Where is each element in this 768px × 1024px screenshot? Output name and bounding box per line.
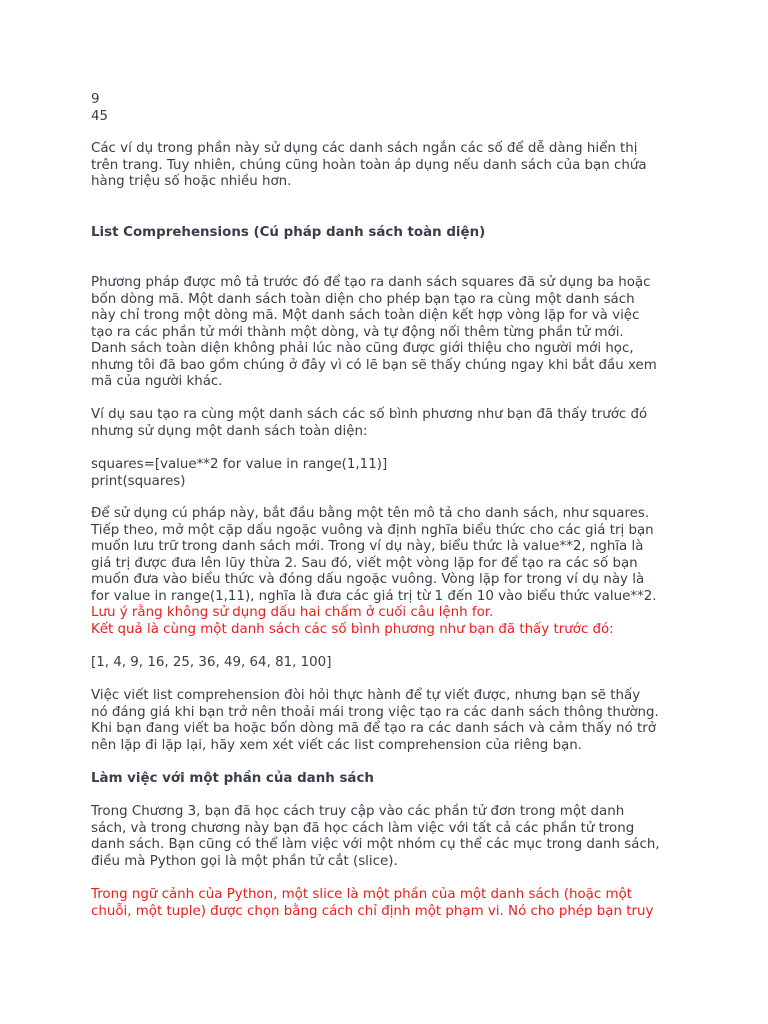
paragraph-line: hàng triệu số hoặc nhiều hơn.: [91, 174, 292, 189]
slice-definition-paragraph: [91, 887, 653, 920]
paragraph-line: Ví dụ sau tạo ra cùng một danh sách các số bình phương như bạn đã thấy trước đó: [91, 407, 648, 422]
paragraph-line: muốn lưu trữ trong danh sách mới. Trong ví dụ này, biểu thức là value**2, nghĩa là: [91, 539, 644, 554]
paragraph-line: tạo ra các phần tử mới thành một dòng, và tự động nối thêm từng phần tử mới.: [91, 324, 624, 340]
section-heading: Làm việc với một phần của danh sách: [91, 771, 374, 786]
paragraph-line: danh sách. Bạn cũng có thể làm việc với một nhóm cụ thể các mục trong danh sách,: [91, 837, 660, 852]
paragraph-line: bốn dòng mã. Một danh sách toàn diện cho phép bạn tạo ra cùng một danh sách: [91, 291, 635, 307]
example-paragraph: [91, 407, 647, 440]
paragraph-line: nhưng tôi đã bao gồm chúng ở đây vì có lẽ bạn sẽ thấy chúng ngay khi bắt đầu xem: [91, 357, 657, 373]
output-list: [1, 4, 9, 16, 25, 36, 49, 64, 81, 100]: [91, 655, 332, 670]
code-line: print(squares): [91, 473, 186, 489]
paragraph-line: Tiếp theo, mở một cặp dấu ngoặc vuông và định nghĩa biểu thức cho các giá trị bạn: [91, 522, 654, 538]
paragraph-line: muốn đưa vào biểu thức và đóng dấu ngoặc vuông. Vòng lặp for trong ví dụ này là: [91, 572, 645, 587]
syntax-paragraph: [91, 506, 656, 638]
paragraph-line: Khi bạn đang viết ba hoặc bốn dòng mã để tạo ra các danh sách và cảm thấy nó trở: [91, 721, 656, 736]
highlighted-note: Lưu ý rằng không sử dụng dấu hai chấm ở cuối câu lệnh for.: [91, 605, 494, 620]
paragraph-line: này chỉ trong một dòng mã. Một danh sách toàn diện kết hợp vòng lặp for và việc: [91, 308, 640, 323]
section-heading: List Comprehensions (Cú pháp danh sách toàn diện): [91, 225, 486, 240]
paragraph-line: Phương pháp được mô tả trước đó để tạo ra danh sách squares đã sử dụng ba hoặc: [91, 275, 651, 290]
paragraph-line: trên trang. Tuy nhiên, chúng cũng hoàn toàn áp dụng nếu danh sách của bạn chứa: [91, 157, 647, 173]
paragraph-line: nhưng sử dụng một danh sách toàn diện:: [91, 423, 368, 439]
paragraph-line: giá trị được đưa lên lũy thừa 2. Sau đó, viết một vòng lặp for để tạo ra các số bạn: [91, 555, 638, 571]
chapter-paragraph: [91, 804, 660, 870]
paragraph-line: chuỗi, một tuple) được chọn bằng cách chỉ định một phạm vi. Nó cho phép bạn truy: [91, 903, 654, 919]
paragraph-line: for value in range(1,11), nghĩa là đưa các giá trị từ 1 đến 10 vào biểu thức value**2.: [91, 588, 657, 604]
paragraph-line: Trong ngữ cảnh của Python, một slice là một phần của một danh sách (hoặc một: [91, 887, 632, 902]
output-line: 9: [91, 92, 100, 107]
output-line: 45: [91, 108, 109, 124]
paragraph-line: Việc viết list comprehension đòi hỏi thực hành để tự viết được, nhưng bạn sẽ thấy: [91, 688, 641, 703]
paragraph-line: Danh sách toàn diện không phải lúc nào cũng được giới thiệu cho người mới học,: [91, 341, 634, 356]
paragraph-line: điều mà Python gọi là một phần tử cắt (slice).: [91, 853, 398, 869]
paragraph-line: nên lặp đi lặp lại, hãy xem xét viết các list comprehension của riêng bạn.: [91, 737, 583, 753]
intro-paragraph: [91, 141, 647, 191]
paragraph-line: mã của người khác.: [91, 374, 223, 389]
code-line: squares=[value**2 for value in range(1,11)]: [91, 457, 388, 472]
practice-paragraph: [91, 688, 659, 754]
paragraph-line: nó đáng giá khi bạn trở nên thoải mái trong việc tạo ra các danh sách thông thường.: [91, 704, 659, 720]
method-paragraph: [91, 275, 657, 391]
paragraph-line: sách, và trong chương này bạn đã học cách làm việc với tất cả các phần tử trong: [91, 820, 635, 836]
paragraph-line: Để sử dụng cú pháp này, bắt đầu bằng một tên mô tả cho danh sách, như squares.: [91, 506, 650, 521]
output-block: [91, 92, 108, 125]
paragraph-line: Trong Chương 3, bạn đã học cách truy cập vào các phần tử đơn trong một danh: [91, 804, 625, 819]
code-block: [91, 457, 387, 490]
paragraph-line: Các ví dụ trong phần này sử dụng các danh sách ngắn các số để dễ dàng hiển thị: [91, 141, 638, 156]
highlighted-note: Kết quả là cùng một danh sách các số bình phương như bạn đã thấy trước đó:: [91, 621, 614, 637]
